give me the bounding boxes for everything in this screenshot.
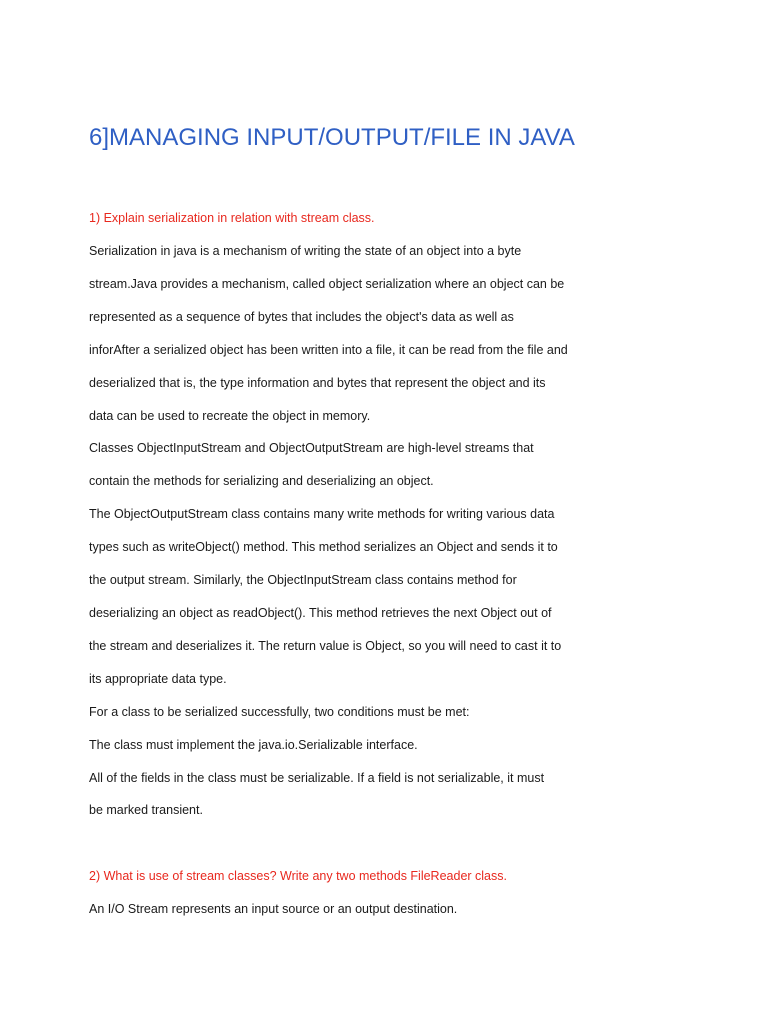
answer-line: inforAfter a serialized object has been written into a file, it can be read from the file and bbox=[89, 343, 568, 357]
answer-line: data can be used to recreate the object in memory. bbox=[89, 409, 371, 423]
answer-line: Serialization in java is a mechanism of writing the state of an object into a byte bbox=[89, 244, 522, 258]
answer-line: All of the fields in the class must be serializable. If a field is not serializable, it must bbox=[89, 771, 545, 785]
answer-line: the stream and deserializes it. The return value is Object, so you will need to cast it to bbox=[89, 639, 562, 653]
answer-line: its appropriate data type. bbox=[89, 672, 227, 686]
question-1: 1) Explain serialization in relation with stream class. bbox=[89, 211, 375, 225]
page-title: 6]MANAGING INPUT/OUTPUT/FILE IN JAVA bbox=[89, 124, 575, 151]
answer-line: The class must implement the java.io.Serializable interface. bbox=[89, 738, 418, 752]
answer-line: An I/O Stream represents an input source or an output destination. bbox=[89, 902, 458, 916]
answer-line: stream.Java provides a mechanism, called object serialization where an object can be bbox=[89, 277, 565, 291]
answer-line: represented as a sequence of bytes that includes the object's data as well as bbox=[89, 310, 514, 324]
answer-line: The ObjectOutputStream class contains many write methods for writing various data bbox=[89, 507, 555, 521]
answer-line: Classes ObjectInputStream and ObjectOutputStream are high-level streams that bbox=[89, 441, 534, 455]
answer-line: the output stream. Similarly, the ObjectInputStream class contains method for bbox=[89, 573, 517, 587]
answer-line: deserialized that is, the type information and bytes that represent the object and its bbox=[89, 376, 546, 390]
answer-line: types such as writeObject() method. This method serializes an Object and sends it to bbox=[89, 540, 558, 554]
answer-line: contain the methods for serializing and deserializing an object. bbox=[89, 474, 434, 488]
answer-line: deserializing an object as readObject(). This method retrieves the next Object out of bbox=[89, 606, 552, 620]
answer-line: be marked transient. bbox=[89, 803, 203, 817]
answer-line: For a class to be serialized successfully, two conditions must be met: bbox=[89, 705, 470, 719]
question-2: 2) What is use of stream classes? Write any two methods FileReader class. bbox=[89, 869, 507, 883]
